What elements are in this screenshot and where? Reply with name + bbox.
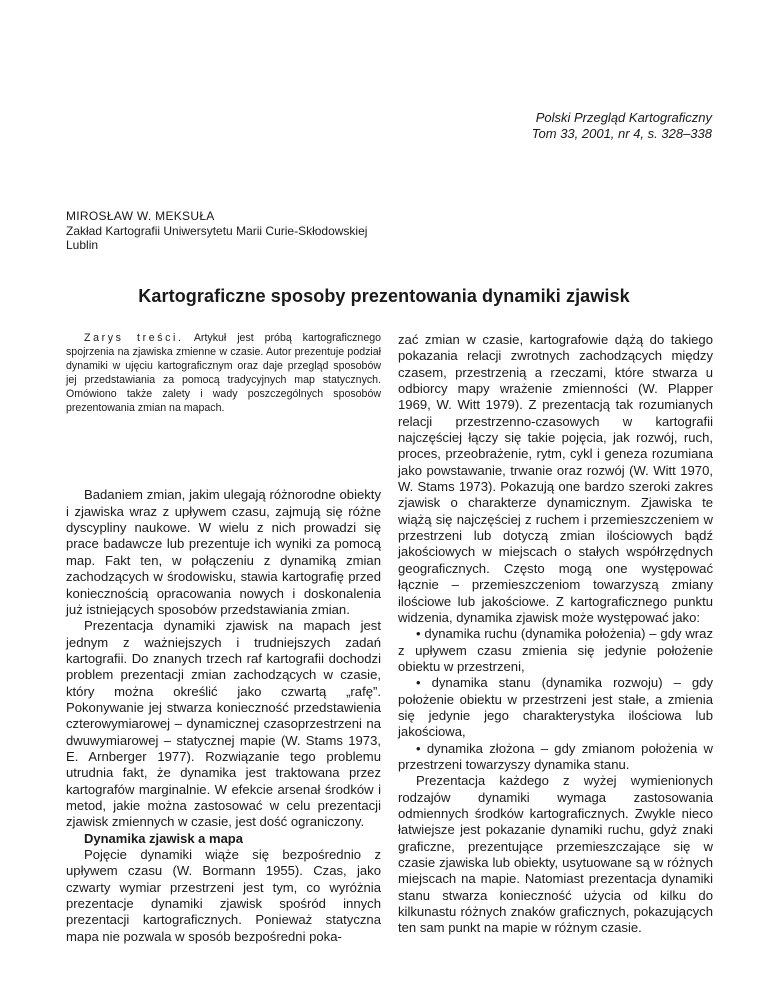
author-block — [66, 209, 367, 253]
section-heading: Dynamika zjawisk a mapa — [84, 830, 243, 846]
abstract — [66, 332, 381, 415]
journal-issue: Tom 33, 2001, nr 4, s. 328–338 — [531, 126, 712, 141]
abstract-label: Zarys treści. — [84, 332, 184, 344]
journal-name: Polski Przegląd Kartograficzny — [535, 110, 712, 125]
bullet-item-3: • dynamika złożona – gdy zmianom położenia w przestrzeni towarzyszy dynamika stanu. — [398, 740, 713, 772]
left-paragraph-1: Badaniem zmian, jakim ulegają różnorodne obiekty i zjawiska wraz z upływem czasu, zajmują się różne dyscypliny naukowe. W wielu z nich prowadzi się prace badawcze lub prezentuje ich wyniki za pomocą map. Fakt ten, w połączeniu z dynamiką zmian zachodzących w środowisku, stawia kartografię przed koniecznością opracowania nowych i doskonalenia już istniejących sposobów przedstawiania zmian. — [66, 487, 381, 617]
bullet-item-2: • dynamika stanu (dynamika rozwoju) – gdy położenie obiektu w przestrzeni jest stałe, a zmienia się jedynie jego charakterystyka ilościowa lub jakościowa, — [398, 675, 713, 740]
journal-header — [532, 110, 712, 142]
abstract-text: Artykuł jest próbą kartograficznego spojrzenia na zjawiska zmienne w czasie. Autor prezentuje podział dynamiki w ujęciu kartograficznym oraz daje przegląd sposobów jej przedstawiania za pomocą tradycyjnych map statycznych. Omówiono także zalety i wady poszczególnych sposobów prezentowania zmian na mapach. — [66, 332, 382, 414]
author-affiliation: Zakład Kartografii Uniwersytetu Marii Curie-Skłodowskiej — [66, 223, 368, 238]
left-paragraph-2: Prezentacja dynamiki zjawisk na mapach jest jednym z ważniejszych i trudniejszych zadań kartografii. Do znanych trzech raf kartografii dochodzi problem prezentacji zmian zachodzących w czasie, który można określić jako czwartą „rafę”. Pokonywanie jej stwarza konieczność przedstawienia czterowymiarowej – dynamicznej czasoprzestrzeni na dwuwymiarowej – statycznej mapie (W. Stams 1973, E. Arnberger 1977). Rozwiązanie tego problemu utrudnia fakt, że dynamika jest traktowana przez kartografów marginalnie. W efekcie arsenał środków i metod, jakie można zastosować w celu prezentacji zjawisk zmiennych w czasie, jest dość ograniczony. — [66, 618, 381, 830]
right-column — [398, 332, 713, 937]
right-paragraph-2: Prezentacja każdego z wyżej wymienionych rodzajów dynamiki wymaga zastosowania odmiennych środków kartograficznych. Zwykle nieco łatwiejsze jest pokazanie dynamiki ruchu, gdyż znaki graficzne, prezentujące przemieszczające się w czasie zjawiska lub obiekty, usytuowane są w różnych miejscach na mapie. Natomiast prezentacja dynamiki stanu stwarza konieczność użycia od kilku do kilkunastu różnych znaków graficznych, pokazujących ten sam punkt na mapie w różnym czasie. — [398, 773, 713, 936]
bullet-item-1: • dynamika ruchu (dynamika położenia) – gdy wraz z upływem czasu zmienia się jedynie położenie obiektu w przestrzeni, — [398, 626, 713, 674]
left-paragraph-3: Pojęcie dynamiki wiąże się bezpośrednio z upływem czasu (W. Bormann 1955). Czas, jako czwarty wymiar przestrzeni jest tym, co wyróżnia prezentacje dynamiki zjawisk spośród innych prezentacji kartograficznych. Ponieważ statyczna mapa nie pozwala w sposób bezpośredni poka- — [66, 847, 381, 944]
author-name: MIROSŁAW W. MEKSUŁA — [66, 209, 215, 223]
left-column — [66, 332, 381, 945]
author-city: Lublin — [66, 238, 99, 252]
right-paragraph-1: zać zmian w czasie, kartografowie dążą do takiego pokazania relacji zwrotnych zachodzących między czasem, przestrzenią a rzeczami, które stwarza u odbiorcy mapy wrażenie zmienności (W. Plapper 1969, W. Witt 1979). Z prezentacją tak rozumianych relacji przestrzenno-czasowych w kartografii najczęściej łączy się takie pojęcia, jak rozwój, ruch, proces, przeobrażenie, rytm, cykl i geneza rozumiana jako powstawanie, trwanie oraz rozwój (W. Witt 1970, W. Stams 1973). Pokazują one bardzo szeroki zakres zjawisk o charakterze dynamicznym. Zjawiska te wiążą się najczęściej z ruchem i przemieszczeniem w przestrzeni lub dotyczą zmian ilościowych bądź jakościowych w miejscach o stałych współrzędnych geograficznych. Często mogą one występować łącznie – przemieszczeniom towarzyszą zmiany ilościowe lub jakościowe. Z kartograficznego punktu widzenia, dynamika zjawisk może występować jako: — [398, 332, 713, 625]
article-title: Kartograficzne sposoby prezentowania dynamiki zjawisk — [138, 286, 630, 306]
